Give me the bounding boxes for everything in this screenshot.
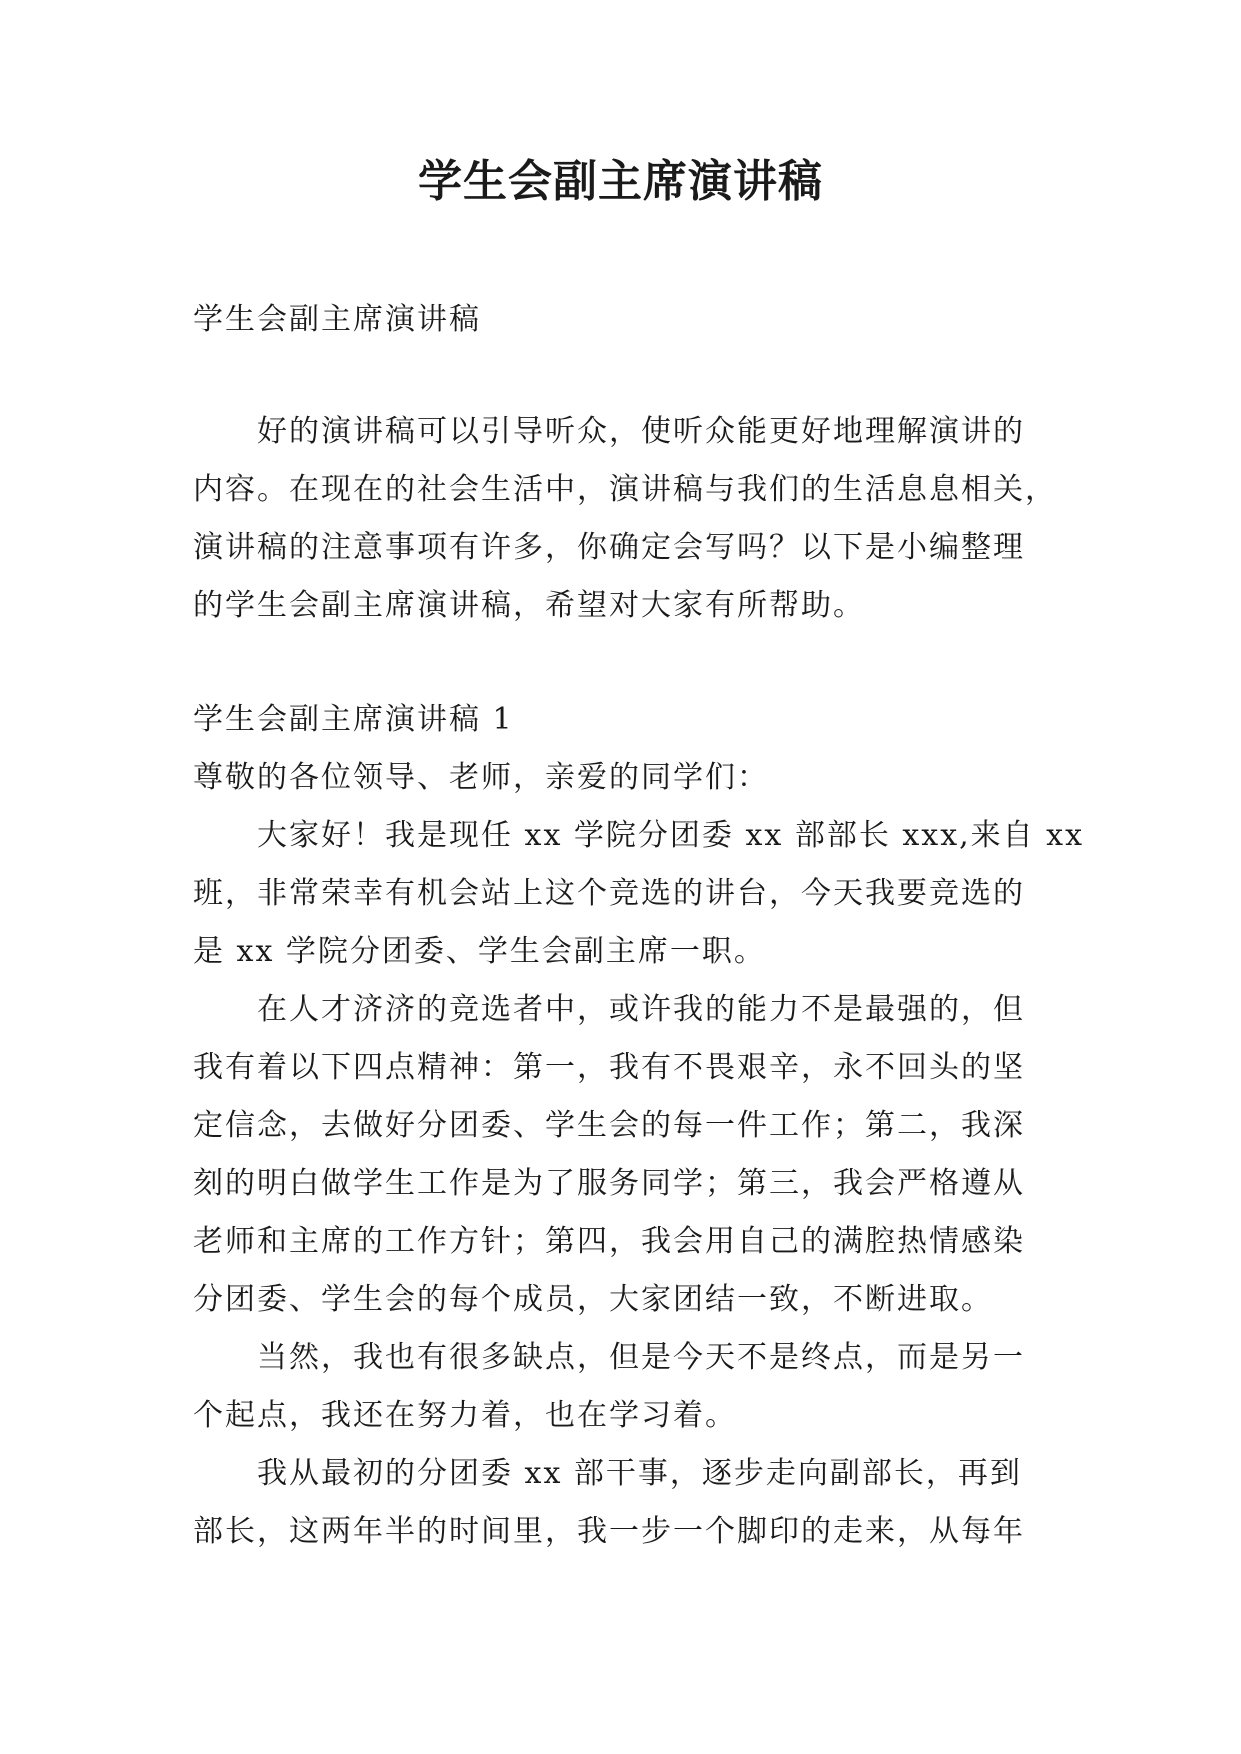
paragraph-line: 分团委、学生会的每个成员，大家团结一致，不断进取。	[193, 1282, 993, 1317]
paragraph-line: 刻的明白做学生工作是为了服务同学；第三，我会严格遵从	[193, 1166, 1025, 1201]
paragraph-line: 大家好！我是现任 xx 学院分团委 xx 部部长 xxx,来自 xx	[257, 818, 1085, 853]
paragraph-line: 个起点，我还在努力着，也在学习着。	[193, 1398, 737, 1433]
intro-line: 内容。在现在的社会生活中，演讲稿与我们的生活息息相关，	[193, 472, 1057, 507]
document-title: 学生会副主席演讲稿	[418, 156, 823, 207]
greeting: 尊敬的各位领导、老师，亲爱的同学们：	[193, 760, 769, 795]
paragraph-line: 我有着以下四点精神：第一，我有不畏艰辛，永不回头的坚	[193, 1050, 1025, 1085]
paragraph-line: 定信念，去做好分团委、学生会的每一件工作；第二，我深	[193, 1108, 1025, 1143]
intro-line: 演讲稿的注意事项有许多，你确定会写吗？以下是小编整理	[193, 530, 1025, 565]
paragraph-line: 部长，这两年半的时间里，我一步一个脚印的走来，从每年	[193, 1514, 1025, 1549]
paragraph-line: 是 xx 学院分团委、学生会副主席一职。	[193, 934, 766, 969]
paragraph-line: 老师和主席的工作方针；第四，我会用自己的满腔热情感染	[193, 1224, 1025, 1259]
intro-line: 的学生会副主席演讲稿，希望对大家有所帮助。	[193, 588, 865, 623]
document-subtitle: 学生会副主席演讲稿	[193, 302, 481, 337]
paragraph-line: 在人才济济的竞选者中，或许我的能力不是最强的，但	[257, 992, 1025, 1027]
paragraph-line: 当然，我也有很多缺点，但是今天不是终点，而是另一	[257, 1340, 1025, 1375]
section-heading: 学生会副主席演讲稿 1	[193, 702, 514, 737]
paragraph-line: 我从最初的分团委 xx 部干事，逐步走向副部长，再到	[257, 1456, 1022, 1491]
intro-line: 好的演讲稿可以引导听众，使听众能更好地理解演讲的	[257, 414, 1025, 449]
paragraph-line: 班，非常荣幸有机会站上这个竞选的讲台，今天我要竞选的	[193, 876, 1025, 911]
